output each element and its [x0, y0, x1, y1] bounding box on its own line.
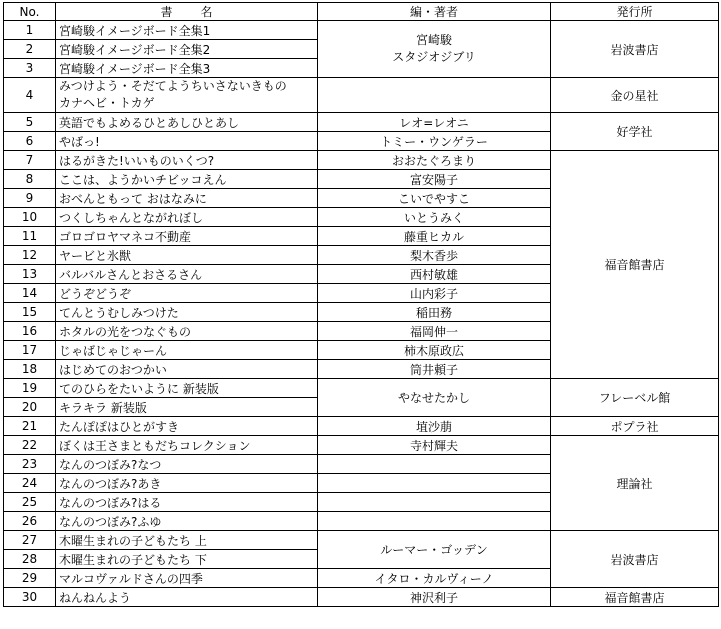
row-title: ホタルの光をつなぐもの	[56, 322, 318, 341]
row-title: ぼくは王さまともだちコレクション	[56, 436, 318, 455]
row-publisher: ポプラ社	[551, 417, 719, 436]
row-publisher: 金の星社	[551, 78, 719, 113]
row-publisher: 好学社	[551, 113, 719, 151]
row-publisher: 福音館書店	[551, 588, 719, 607]
row-title: ゴロゴロヤマネコ不動産	[56, 227, 318, 246]
row-author: 寺村輝夫	[318, 436, 551, 455]
table-row	[4, 151, 719, 170]
row-title: 宮崎駿イメージボード全集1	[56, 21, 318, 40]
row-author: 山内彩子	[318, 284, 551, 303]
row-no: 10	[4, 208, 56, 227]
row-no: 29	[4, 569, 56, 588]
table-row	[4, 588, 719, 607]
table-row	[4, 531, 719, 550]
row-author-empty	[318, 78, 551, 113]
row-no: 30	[4, 588, 56, 607]
row-author: 稲田務	[318, 303, 551, 322]
table-row	[4, 78, 719, 113]
row-no: 5	[4, 113, 56, 132]
row-no: 9	[4, 189, 56, 208]
row-author: おおたぐろまり	[318, 151, 551, 170]
row-no: 28	[4, 550, 56, 569]
row-no: 17	[4, 341, 56, 360]
row-author: いとうみく	[318, 208, 551, 227]
row-author-empty	[318, 493, 551, 512]
row-title: じゃばじゃじゃーん	[56, 341, 318, 360]
row-no: 26	[4, 512, 56, 531]
table-row	[4, 21, 719, 40]
row-no: 8	[4, 170, 56, 189]
row-title: てのひらをたいように 新装版	[56, 379, 318, 398]
row-publisher: 岩波書店	[551, 531, 719, 588]
row-title: ここは、ようかいチビッコえん	[56, 170, 318, 189]
row-publisher: 福音館書店	[551, 151, 719, 379]
row-no: 25	[4, 493, 56, 512]
book-list-table	[3, 2, 719, 607]
row-title: マルコヴァルドさんの四季	[56, 569, 318, 588]
row-author-empty	[318, 455, 551, 474]
row-no: 1	[4, 21, 56, 40]
table-row	[4, 113, 719, 132]
row-title: やばっ!	[56, 132, 318, 151]
row-no: 3	[4, 59, 56, 78]
row-no: 4	[4, 78, 56, 113]
row-author: 柿木原政広	[318, 341, 551, 360]
header-title-b: 名	[200, 5, 213, 19]
row-author: 筒井頼子	[318, 360, 551, 379]
row-no: 15	[4, 303, 56, 322]
row-no: 7	[4, 151, 56, 170]
table-row	[4, 436, 719, 455]
row-author: トミー・ウンゲラー	[318, 132, 551, 151]
row-title: てんとうむしみつけた	[56, 303, 318, 322]
row-no: 27	[4, 531, 56, 550]
row-author: 藤重ヒカル	[318, 227, 551, 246]
table-row	[4, 417, 719, 436]
row-title: なんのつぼみ?あき	[56, 474, 318, 493]
row-no: 23	[4, 455, 56, 474]
row-title: 木曜生まれの子どもたち 上	[56, 531, 318, 550]
table-row	[4, 379, 719, 398]
row-publisher: 岩波書店	[551, 21, 719, 78]
header-title	[56, 3, 318, 21]
row-no: 22	[4, 436, 56, 455]
row-title: はるがきた!いいものいくつ?	[56, 151, 318, 170]
row-title: キラキラ 新装版	[56, 398, 318, 417]
row-author: やなせたかし	[318, 379, 551, 417]
row-title: なんのつぼみ?なつ	[56, 455, 318, 474]
row-author: 西村敏雄	[318, 265, 551, 284]
row-title	[56, 78, 318, 113]
row-title: おべんともって おはなみに	[56, 189, 318, 208]
row-author: イタロ・カルヴィーノ	[318, 569, 551, 588]
row-title: たんぽぽはひとがすき	[56, 417, 318, 436]
header-no: No.	[4, 3, 56, 21]
row-title: 木曜生まれの子どもたち 下	[56, 550, 318, 569]
author-line-2: スタジオジブリ	[392, 50, 476, 64]
row-no: 13	[4, 265, 56, 284]
row-title: 宮崎駿イメージボード全集3	[56, 59, 318, 78]
row-author: ルーマー・ゴッデン	[318, 531, 551, 569]
row-title: 英語でもよめるひとあしひとあし	[56, 113, 318, 132]
row-title: なんのつぼみ?はる	[56, 493, 318, 512]
row-author: 梨木香歩	[318, 246, 551, 265]
row-title: ねんねんよう	[56, 588, 318, 607]
row-author: 埴沙萠	[318, 417, 551, 436]
header-publisher: 発行所	[551, 3, 719, 21]
row-author: こいでやすこ	[318, 189, 551, 208]
row-no: 11	[4, 227, 56, 246]
row-no: 18	[4, 360, 56, 379]
row-title: なんのつぼみ?ふゆ	[56, 512, 318, 531]
header-title-a: 書	[160, 5, 173, 19]
row-no: 16	[4, 322, 56, 341]
header-row	[4, 3, 719, 21]
row-title: ヤービと氷獣	[56, 246, 318, 265]
row-author-empty	[318, 474, 551, 493]
row-publisher: 理論社	[551, 436, 719, 531]
row-no: 12	[4, 246, 56, 265]
row-author: 福岡伸一	[318, 322, 551, 341]
row-no: 20	[4, 398, 56, 417]
row-author: レオ=レオニ	[318, 113, 551, 132]
row-title: バルバルさんとおさるさん	[56, 265, 318, 284]
title-line-1: みつけよう・そだてようちいさないきもの	[59, 79, 287, 93]
row-no: 19	[4, 379, 56, 398]
row-no: 21	[4, 417, 56, 436]
row-no: 14	[4, 284, 56, 303]
row-no: 6	[4, 132, 56, 151]
row-no: 2	[4, 40, 56, 59]
row-author	[318, 21, 551, 78]
row-publisher: フレーベル館	[551, 379, 719, 417]
row-title: つくしちゃんとながれぼし	[56, 208, 318, 227]
author-line-1: 宮崎駿	[415, 33, 452, 47]
row-author: 神沢利子	[318, 588, 551, 607]
title-line-2: カナヘビ・トカゲ	[59, 96, 155, 110]
header-author: 編・著者	[318, 3, 551, 21]
row-author-empty	[318, 512, 551, 531]
row-title: どうぞどうぞ	[56, 284, 318, 303]
row-title: 宮崎駿イメージボード全集2	[56, 40, 318, 59]
row-title: はじめてのおつかい	[56, 360, 318, 379]
row-no: 24	[4, 474, 56, 493]
row-author: 富安陽子	[318, 170, 551, 189]
